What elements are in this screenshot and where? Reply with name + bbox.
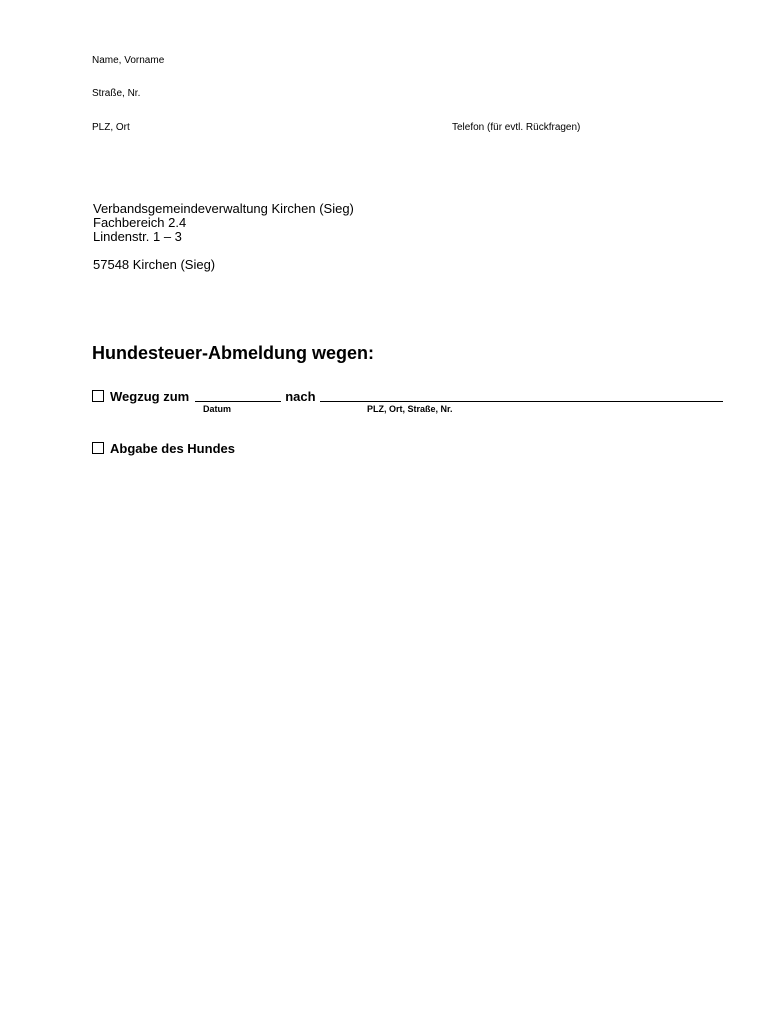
sender-name-label: Name, Vorname [92,55,165,66]
sender-phone-label: Telefon (für evtl. Rückfragen) [452,122,581,133]
move-address-caption: PLZ, Ort, Straße, Nr. [367,404,453,414]
recipient-line-department: Fachbereich 2.4 [93,215,187,230]
sender-city-label: PLZ, Ort [92,122,130,133]
option-move-row [92,388,723,404]
move-address-field[interactable] [320,389,723,402]
recipient-line-city: 57548 Kirchen (Sieg) [93,257,216,272]
form-title: Hundesteuer-Abmeldung wegen: [92,343,375,363]
move-date-caption: Datum [203,404,232,414]
handover-checkbox[interactable] [92,442,104,454]
handover-label: Abgabe des Hundes [110,441,235,456]
option-handover-row [92,440,235,456]
move-label: Wegzug zum [110,389,190,404]
move-checkbox[interactable] [92,390,104,402]
recipient-line-authority: Verbandsgemeindeverwaltung Kirchen (Sieg) [93,201,354,216]
recipient-line-street: Lindenstr. 1 – 3 [93,229,182,244]
move-date-field[interactable] [195,389,281,402]
move-connector: nach [285,389,316,404]
sender-street-label: Straße, Nr. [92,88,141,99]
